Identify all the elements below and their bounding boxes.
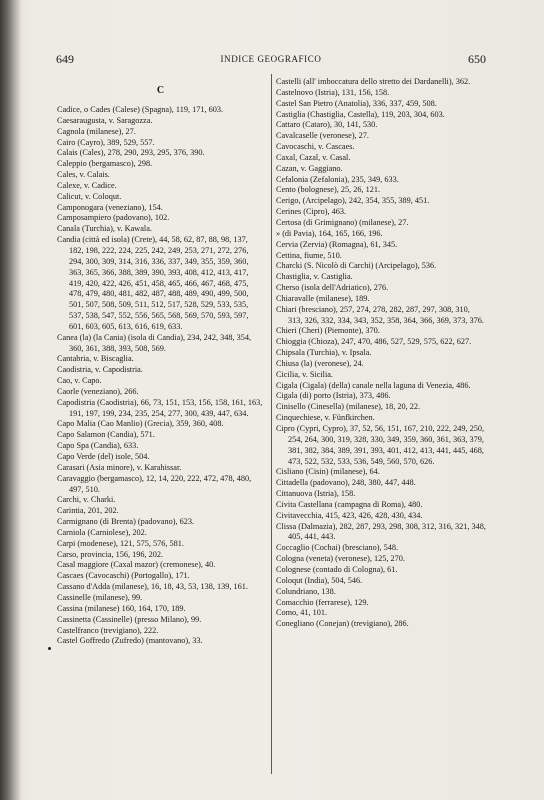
index-entry: Cairo (Cayro), 389, 529, 557.	[57, 137, 155, 147]
index-entry: Cerigo, (Arcipelago), 242, 354, 355, 389, 451.	[276, 196, 430, 206]
index-entry: Castel San Pietro (Anatolia), 336, 337, 459, 508.	[276, 98, 437, 108]
index-entry: Carchi, v. Charki.	[57, 495, 116, 505]
index-entry: Cefalonia (Zefalonia), 235, 349, 633.	[276, 174, 399, 184]
left-entry-list	[57, 105, 264, 647]
index-entry: Capo Verde (del) isole, 504.	[57, 452, 150, 461]
index-entry: Cavocaschi, v. Cascaes.	[276, 142, 355, 152]
index-entry: Cinquechiese, v. Fünfkirchen.	[276, 413, 375, 423]
index-entry: Cao, v. Capo.	[57, 376, 102, 386]
index-entry: Cagnola (milanese), 27.	[57, 126, 136, 136]
index-entry: Camposampiero (padovano), 102.	[57, 213, 170, 223]
index-entry: Comacchio (ferrarese), 129.	[276, 597, 369, 607]
page-number-right: 650	[468, 52, 486, 66]
index-entry: Capo Malia (Cao Manlio) (Grecia), 359, 360, 408.	[57, 419, 224, 429]
index-entry: Casal maggiore (Caxal mazor) (cremonese), 40.	[57, 560, 216, 570]
index-entry: Clissa (Dalmazia), 282, 287, 293, 298, 308, 312, 316, 321, 348, 405, 441, 443.	[276, 521, 486, 542]
index-entry: Carmignano (di Brenta) (padovano), 623.	[57, 517, 195, 527]
index-entry: Calexe, v. Cadice.	[57, 180, 117, 190]
index-entry: Cinisello (Cinesella) (milanese), 18, 20, 22.	[276, 402, 421, 412]
index-entry: Cazan, v. Gaggiano.	[276, 163, 343, 173]
ink-mark	[48, 647, 51, 650]
index-entry: Cervia (Zervia) (Romagna), 61, 345.	[276, 239, 398, 249]
index-entry: Cigala (Cigala) (della) canale nella laguna di Venezia, 486.	[276, 380, 471, 390]
page-number-left: 649	[56, 52, 74, 66]
index-entry: Canea (la) (la Cania) (isola di Candia), 234, 242, 348, 354, 360, 361, 388, 393, 508, 569.	[57, 332, 252, 353]
index-entry: Capo Salamon (Candia), 571.	[57, 430, 155, 440]
index-entry: Castel Goffredo (Zufredo) (mantovano), 33.	[57, 636, 203, 646]
index-entry: Cantabria, v. Biscaglia.	[57, 354, 134, 364]
index-entry: Castelli (all' imboccatura dello stretto dei Dardanelli), 362.	[276, 77, 471, 86]
index-entry: Castelfranco (trevigiano), 222.	[57, 625, 159, 635]
index-entry: Conegliano (Conejan) (trevigiano), 286.	[276, 619, 409, 629]
index-entry: Carintia, 201, 202.	[57, 506, 119, 516]
index-entry: Cisliano (Cisin) (milanese), 64.	[276, 467, 380, 477]
index-entry: Chiaravalle (milanese), 189.	[276, 293, 370, 303]
index-entry: Charcki (S. Nicolò di Carchi) (Arcipelago), 536.	[276, 261, 437, 271]
index-entry: Chipsala (Turchia), v. Ipsala.	[276, 348, 372, 358]
index-entry: Colognese (contado di Cologna), 61.	[276, 564, 398, 574]
book-spine-shadow	[0, 0, 22, 800]
index-entry: Cattaro (Cataro), 30, 141, 530.	[276, 120, 378, 130]
index-entry: Cicilia, v. Sicilia.	[276, 369, 333, 379]
index-entry: Chioggia (Chioza), 247, 470, 486, 527, 529, 575, 622, 627.	[276, 337, 472, 347]
index-column-right	[276, 77, 486, 630]
index-entry: Cigala (di) porto (Istria), 373, 486.	[276, 391, 391, 401]
index-entry: Como, 41, 101.	[276, 608, 328, 618]
index-entry: Canala (Turchia), v. Kawala.	[57, 224, 152, 234]
index-entry: Coloqut (India), 504, 546.	[276, 575, 363, 585]
index-entry: Cascaes (Cavocaschi) (Portogallo), 171.	[57, 571, 190, 581]
index-entry: Chiusa (la) (veronese), 24.	[276, 358, 364, 368]
index-entry: Cittadella (padovano), 248, 380, 447, 448.	[276, 478, 416, 488]
index-entry: Civitavecchia, 415, 423, 426, 428, 430, 434.	[276, 510, 423, 520]
index-entry: Cento (bolognese), 25, 26, 121.	[276, 185, 381, 195]
index-entry: Caesaraugusta, v. Saragozza.	[57, 115, 153, 125]
index-entry: Cittanuova (Istria), 158.	[276, 489, 356, 499]
index-entry: Capo Spa (Candia), 633.	[57, 441, 139, 451]
index-entry: Caxal, Cazal, v. Casal.	[276, 152, 351, 162]
index-entry: Chastiglia, v. Castiglia.	[276, 272, 353, 282]
index-entry: Cassinelle (milanese), 99.	[57, 592, 143, 602]
right-entry-list	[276, 77, 486, 630]
index-entry: Caorle (veneziano), 266.	[57, 386, 139, 396]
index-entry: Cadice, o Cades (Calese) (Spagna), 119, 171, 603.	[57, 105, 224, 114]
index-entry: Certosa (di Grimignano) (milanese), 27.	[276, 217, 409, 227]
index-entry: Civita Castellana (campagna di Roma), 480.	[276, 499, 423, 509]
index-entry: Cassinetta (Cassinelle) (presso Milano), 99.	[57, 614, 202, 624]
index-entry: Cales, v. Calais.	[57, 170, 110, 180]
index-entry: Caleppio (bergamasco), 298.	[57, 159, 153, 169]
index-entry: Cologna (veneta) (veronese), 125, 270.	[276, 554, 405, 564]
index-entry: Cassano d'Adda (milanese), 16, 18, 43, 53, 138, 139, 161.	[57, 582, 248, 592]
index-entry: Cassina (milanese) 160, 164, 170, 189.	[57, 603, 186, 613]
index-column-left	[57, 79, 264, 647]
page-header	[56, 52, 486, 70]
index-entry: Calais (Cales), 278, 290, 293, 295, 376, 390.	[57, 148, 205, 158]
column-divider	[271, 74, 272, 774]
index-entry: Chieri (Cheri) (Piemonte), 370.	[276, 326, 380, 336]
index-entry: Capodistria (Caodistria), 66, 73, 151, 153, 156, 158, 161, 163, 191, 197, 199, 234, 235, 254, 277, 300, 439, 447, 634.	[57, 397, 263, 418]
index-entry: Chiari (bresciano), 257, 274, 278, 282, 287, 297, 308, 310, 313, 326, 332, 334, 343, 352, 358, 364, 366, 369, 373, 376.	[276, 304, 484, 325]
index-entry: Cerines (Cipro), 463.	[276, 207, 347, 217]
index-entry: Carpi (modenese), 121, 575, 576, 581.	[57, 538, 184, 548]
index-entry: Camponogara (veneziano), 154.	[57, 202, 163, 212]
index-entry: Carso, provincia, 156, 196, 202.	[57, 549, 164, 559]
index-entry: Castiglia (Chastiglia, Castella), 119, 203, 304, 603.	[276, 109, 445, 119]
index-entry: Cettina, fiume, 510.	[276, 250, 342, 260]
running-title: INDICE GEOGRAFICO	[220, 54, 322, 64]
index-entry: Coccaglio (Cochai) (bresciano), 548.	[276, 543, 399, 553]
index-entry: Cipro (Cypri, Cypro), 37, 52, 56, 151, 167, 210, 222, 249, 250, 254, 264, 300, 319, 328, 330, 349, 359, 360, 361, 363, 379, 381, 382, 384, 389, 391, 393, 401, 412, 413, 441, 445, 468, 473, 522, 532, 533, 536, 549, 560, 570, 626.	[276, 424, 485, 466]
index-entry: Cherso (isola dell'Adriatico), 276.	[276, 283, 389, 293]
index-entry: Castelnovo (Istria), 131, 156, 158.	[276, 87, 390, 97]
index-entry: » (di Pavia), 164, 165, 166, 196.	[276, 228, 383, 238]
index-entry: Colundriano, 138.	[276, 586, 336, 596]
index-entry: Caodistria, v. Capodistria.	[57, 365, 143, 375]
index-entry: Carniola (Carniolese), 202.	[57, 527, 147, 537]
index-entry: Calicut, v. Coloqut.	[57, 191, 122, 201]
index-entry: Carasari (Asia minore), v. Karahissar.	[57, 462, 182, 472]
index-entry: Candia (città ed isola) (Crete), 44, 58, 62, 87, 88, 98, 137, 182, 198, 222, 224, 225, 242, 249, 253, 271, 272, 276, 294, 300, 309, 314, 316, 336, 337, 349, 355, 359, 360, 363, 365, 366, 388, 389, 390, 393, 408, 412, 413, 417, 419, 420, 422, 426, 451, 458, 465, 466, 467, 468, 475, 478, 479, 480, 481, 482, 487, 488, 489, 490, 499, 500, 501, 507, 508, 509, 511, 512, 517, 528, 529, 533, 535, 537, 538, 547, 552, 556, 565, 568, 569, 570, 593, 597, 601, 603, 605, 613, 616, 619, 633.	[57, 235, 249, 331]
index-entry: Caravaggio (bergamasco), 12, 14, 220, 222, 472, 478, 480, 497, 510.	[57, 473, 252, 494]
section-letter: C	[156, 85, 165, 96]
index-entry: Cavalcaselle (veronese), 27.	[276, 131, 369, 141]
